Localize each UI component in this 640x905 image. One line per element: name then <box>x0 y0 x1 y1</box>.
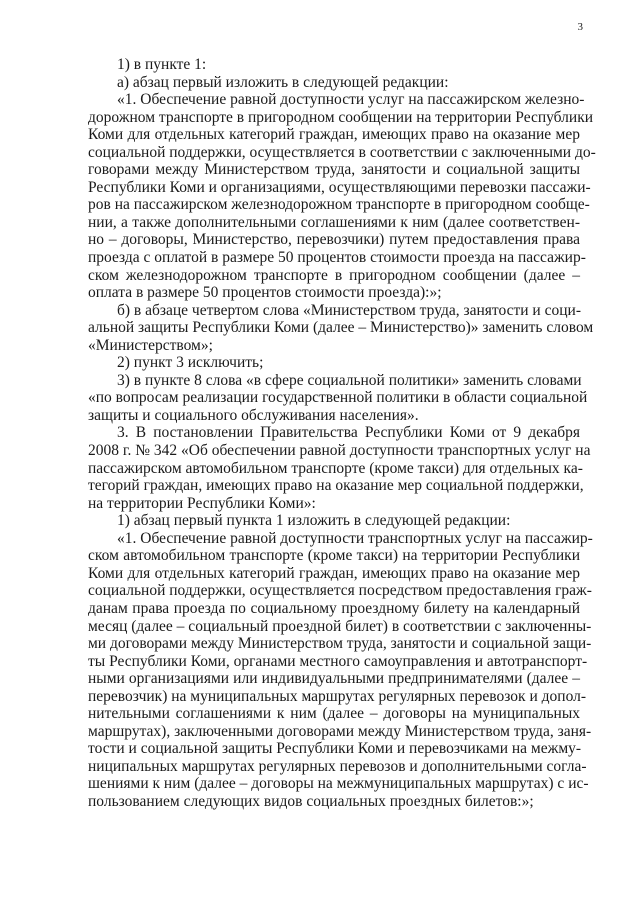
text-line: 2008 г. № 342 «Об обеспечении равной доступности транспортных услуг на <box>88 442 591 460</box>
text-line: на территории Республики Коми»: <box>88 494 316 512</box>
text-line: Коми для отдельных категорий граждан, имеющих право на оказание мер <box>88 126 580 144</box>
text-line: 3) в пункте 8 слова «в сфере социальной политики» заменить словами <box>117 371 582 389</box>
text-line: 3. В постановлении Правительства Республики Коми от 9 декабря <box>117 424 580 442</box>
text-line: Республики Коми и организациями, осуществляющими перевозки пассажи- <box>88 178 591 196</box>
text-line: ными организациями или индивидуальными предпринимателями (далее – <box>88 670 580 688</box>
text-line: социальной поддержки, осуществляется посредством предоставления граж- <box>88 582 592 600</box>
text-line: ты Республики Коми, органами местного самоуправления и автотранспорт- <box>88 652 588 670</box>
text-line: 1) в пункте 1: <box>117 56 207 73</box>
text-line: дорожном транспорте в пригородном сообщении на территории Республики <box>88 108 594 126</box>
text-line: а) абзац первый изложить в следующей редакции: <box>117 73 449 91</box>
text-line: социальной поддержки, осуществляется в соответствии с заключенными до- <box>88 143 596 161</box>
text-line: альной защиты Республики Коми (далее – Министерство)» заменить словом <box>88 319 594 337</box>
text-line: б) в абзаце четвертом слова «Министерством труда, занятости и соци- <box>117 301 581 319</box>
text-line: нительными соглашениями к ним (далее – договоры на муниципальных <box>88 705 580 723</box>
text-line: Коми для отдельных категорий граждан, имеющих право на оказание мер <box>88 564 580 582</box>
page-number: 3 <box>577 21 583 33</box>
text-line: «по вопросам реализации государственной политики в области социальной <box>88 389 588 407</box>
text-line: говорами между Министерством труда, занятости и социальной защиты <box>88 161 580 179</box>
text-line: тости и социальной защиты Республики Коми и перевозчиками на межму- <box>88 740 582 758</box>
text-line: ском автомобильном транспорте (кроме такси) на территории Республики <box>88 547 580 565</box>
text-line: «1. Обеспечение равной доступности услуг на пассажирском железно- <box>117 91 585 109</box>
text-line: маршрутах), заключенными договорами между Министерством труда, заня- <box>88 722 592 740</box>
text-line: месяц (далее – социальный проездной билет) в соответствии с заключенны- <box>88 617 592 635</box>
text-line: 1) абзац первый пункта 1 изложить в следующей редакции: <box>117 512 511 530</box>
text-line: проезда с оплатой в размере 50 процентов стоимости проезда на пассажир- <box>88 249 586 267</box>
text-line: перевозчик) на муниципальных маршрутах регулярных перевозок и допол- <box>88 687 587 705</box>
text-line: «Министерством»; <box>88 336 213 354</box>
text-line: оплата в размере 50 процентов стоимости проезда):»; <box>88 284 442 302</box>
text-line: «1. Обеспечение равной доступности транспортных услуг на пассажир- <box>117 529 593 547</box>
text-line: пользованием следующих видов социальных проездных билетов:»; <box>88 792 534 810</box>
text-line: данам права проезда по социальному проездному билету на календарный <box>88 599 580 617</box>
document-body <box>88 56 596 811</box>
text-line: пассажирском автомобильном транспорте (кроме такси) для отдельных ка- <box>88 459 583 477</box>
text-line: шениями к ним (далее – договоры на межмуниципальных маршрутах) с ис- <box>88 775 589 793</box>
text-line: ров на пассажирском железнодорожном транспорте в пригородном сообще- <box>88 196 590 214</box>
text-line: нии, а также дополнительными соглашениями к ним (далее соответствен- <box>88 213 580 231</box>
text-line: защиты и социального обслуживания населения». <box>88 406 419 424</box>
text-line: ми договорами между Министерством труда, занятости и социальной защи- <box>88 635 592 653</box>
text-line: но – договоры, Министерство, перевозчики) путем предоставления права <box>88 231 580 249</box>
text-line: 2) пункт 3 исключить; <box>117 354 264 372</box>
text-line: тегорий граждан, имеющих право на оказание мер социальной поддержки, <box>88 477 584 495</box>
text-line: ском железнодорожном транспорте в пригородном сообщении (далее – <box>88 266 580 284</box>
text-line: ниципальных маршрутах регулярных перевозов и дополнительными согла- <box>88 757 587 775</box>
